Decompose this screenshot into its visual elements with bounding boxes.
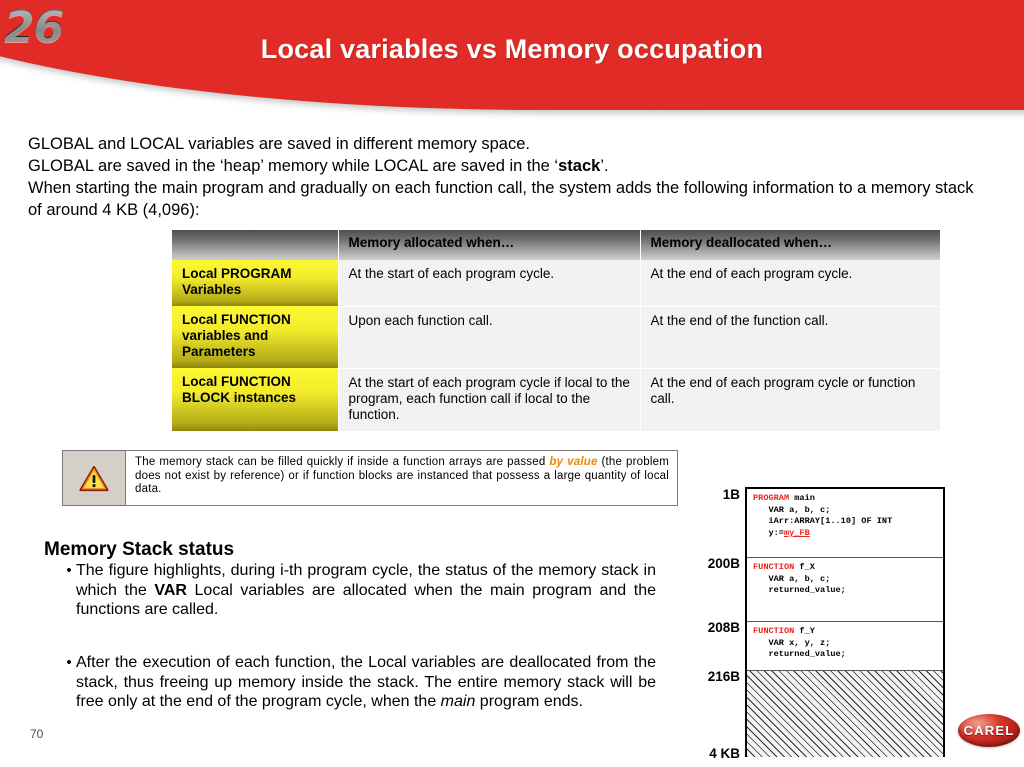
row-label-local-function-variables: Local FUNCTION variables and Parameters [172, 306, 338, 368]
code-line [753, 562, 939, 574]
table-row [172, 260, 940, 306]
row-deallocated-local-function-block-instances: At the end of each program cycle or function call. [640, 368, 940, 431]
code-line [753, 638, 939, 650]
bullet-dot-icon: • [66, 562, 72, 579]
memory-stack-diagram [745, 487, 945, 757]
intro-line-3: When starting the main program and gradually on each function call, the system adds the following information to a memory stack of around 4 KB (4,096): [28, 179, 974, 219]
page-number: 70 [30, 727, 44, 741]
list-item [62, 561, 656, 620]
code-line [753, 528, 939, 540]
bullet-2-a: After the execution of each function, the Local variables are deallocated from the stack, thus freeing up memory inside the stack. The entire memory stack will be free only at the end of the program cycle, when the [76, 654, 656, 710]
table-header-row [172, 230, 940, 260]
code-keyword: FUNCTION [753, 626, 795, 636]
intro-paragraph [28, 133, 978, 221]
table-row [172, 306, 940, 368]
row-allocated-local-program-variables: At the start of each program cycle. [338, 260, 640, 306]
warning-note-text [126, 451, 677, 505]
stack-address-label-216b: 216B [707, 669, 740, 684]
bullet-2-text [76, 653, 656, 712]
warning-text-highlight: by value [549, 456, 598, 468]
bullet-1-var-emphasis: VAR [154, 581, 187, 599]
stack-address-label-4kb: 4 KB [709, 746, 740, 761]
code-line [753, 649, 939, 661]
row-label-local-program-variables: Local PROGRAM Variables [172, 260, 338, 306]
code-line [753, 585, 939, 597]
bullet-2-b: program ends. [475, 693, 583, 710]
code-text: f_Y [794, 626, 815, 636]
stack-frame-main-program [747, 489, 943, 558]
code-fb-reference: my_FB [783, 527, 810, 538]
bullet-2-main-emphasis: main [440, 693, 476, 710]
memory-stack-status-heading: Memory Stack status [44, 539, 235, 560]
code-text: returned_value; [753, 585, 846, 596]
memory-allocation-table [172, 230, 941, 432]
code-line [753, 505, 939, 517]
bullet-1-b: Local variables are allocated when the main program and the functions are called. [76, 581, 657, 618]
warning-triangle-icon [79, 465, 109, 492]
table-header-deallocated: Memory deallocated when… [640, 230, 940, 260]
code-line [753, 493, 939, 505]
slide-number-badge: 26 [4, 2, 64, 53]
stack-address-label-208b: 208B [707, 620, 740, 635]
code-line [753, 626, 939, 638]
carel-logo [958, 714, 1020, 747]
carel-logo-text: CAREL [963, 723, 1015, 738]
warning-text-b: (the problem does not exist by reference) or if function blocks are instanced that possess a large quantity of local data. [135, 456, 670, 495]
code-text: VAR a, b, c; [753, 573, 831, 584]
stack-frame-function-fy [747, 622, 943, 671]
code-text: iArr:ARRAY[1..10] OF INT [753, 516, 893, 527]
stack-frame-function-fx [747, 558, 943, 622]
code-text: f_X [794, 562, 815, 572]
warning-note-box [62, 450, 678, 506]
row-deallocated-local-program-variables: At the end of each program cycle. [640, 260, 940, 306]
intro-line-2 [28, 155, 978, 177]
code-text: returned_value; [753, 649, 846, 660]
code-keyword: FUNCTION [753, 562, 795, 572]
code-text: VAR x, y, z; [753, 637, 831, 648]
stack-address-label-200b: 200B [707, 556, 740, 571]
code-text: y:= [753, 527, 784, 538]
intro-line-2-b: ’. [600, 157, 609, 175]
intro-stack-emphasis: stack [558, 157, 601, 175]
code-text: main [789, 493, 815, 503]
stack-address-label-1b: 1B [722, 487, 740, 502]
warning-icon-cell [63, 451, 126, 505]
table-header-blank [172, 230, 338, 260]
page-title: Local variables vs Memory occupation [260, 34, 764, 64]
row-allocated-local-function-variables: Upon each function call. [338, 306, 640, 368]
code-line [753, 574, 939, 586]
table-row [172, 368, 940, 431]
bullet-dot-icon: • [66, 654, 72, 671]
warning-text-a: The memory stack can be filled quickly if inside a function arrays are passed [135, 456, 550, 468]
row-allocated-local-function-block-instances: At the start of each program cycle if local to the program, each function call if local to the function. [338, 368, 640, 431]
row-deallocated-local-function-variables: At the end of the function call. [640, 306, 940, 368]
intro-line-2-a: GLOBAL are saved in the ‘heap’ memory while LOCAL are saved in the ‘ [28, 157, 559, 175]
bullet-1-text [76, 561, 656, 620]
row-label-local-function-block-instances: Local FUNCTION BLOCK instances [172, 368, 338, 431]
table-header-allocated: Memory allocated when… [338, 230, 640, 260]
slide-header [0, 0, 1024, 125]
stack-frame-free-memory [747, 671, 943, 757]
code-text: VAR a, b, c; [753, 504, 831, 515]
code-keyword: PROGRAM [753, 493, 790, 503]
intro-line-1: GLOBAL and LOCAL variables are saved in different memory space. [28, 135, 530, 153]
code-line [753, 516, 939, 528]
list-item [62, 653, 656, 712]
bullet-1-a: The figure highlights, during i-th program cycle, the status of the memory stack in which the [76, 562, 656, 599]
